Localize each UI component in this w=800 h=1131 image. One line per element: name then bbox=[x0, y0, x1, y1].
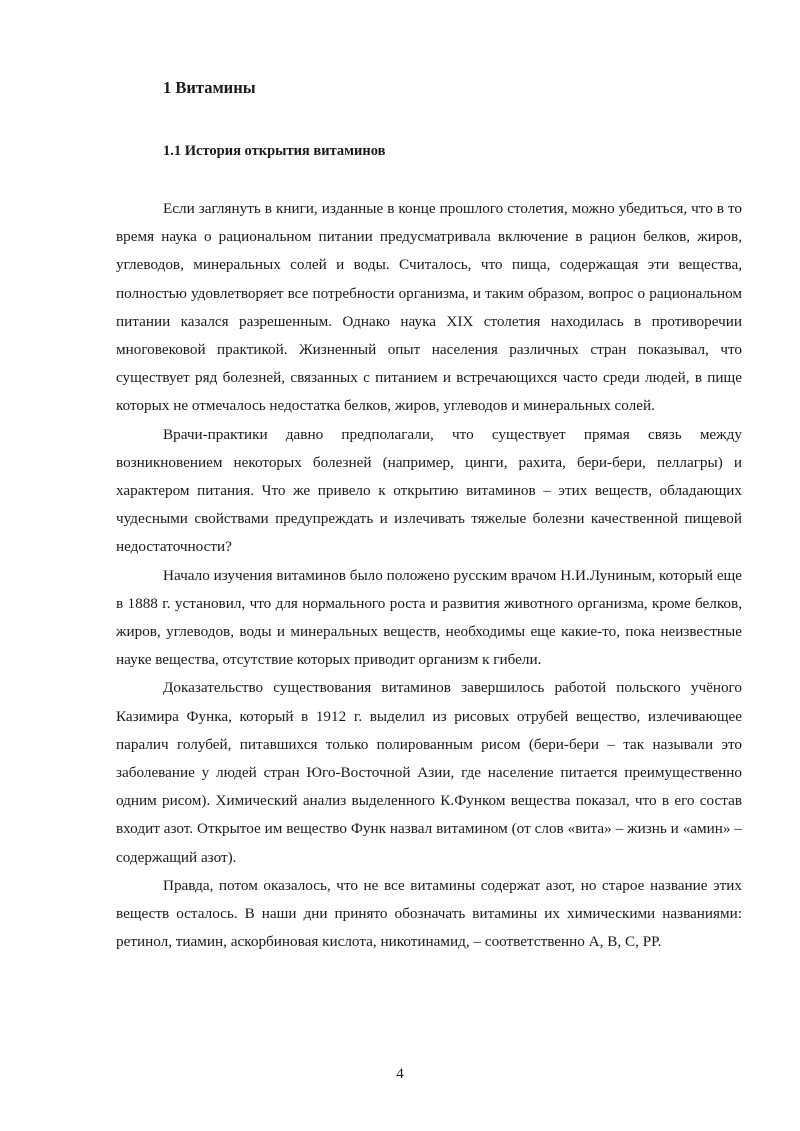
page-number: 4 bbox=[396, 1066, 404, 1082]
section-title: 1.1 История открытия витаминов bbox=[163, 143, 386, 159]
paragraph: Если заглянуть в книги, изданные в конце прошлого столетия, можно убедиться, что в то время наука о рациональном питании предусматривала включение в рацион белков, жиров, углеводов, минеральных солей и воды. Считалось, что пища, содержащая эти вещества, полностью удовлетворяет все потребности организма, и таким образом, вопрос о рациональном питании казался разрешенным. Однако наука XIX столетия находилась в противоречии многовековой практикой. Жизненный опыт населения различных стран показывал, что существует ряд болезней, связанных с питанием и встречающихся часто среди людей, в пище которых не отмечалось недостатка белков, жиров, углеводов и минеральных солей. bbox=[116, 200, 742, 415]
chapter-title: 1 Витамины bbox=[163, 78, 256, 97]
paragraph: Врачи-практики давно предполагали, что существует прямая связь между возникновением некоторых болезней (например, цинги, рахита, бери-бери, пеллагры) и характером питания. Что же привело к открытию витаминов – этих веществ, обладающих чудесными свойствами предупреждать и излечивать тяжелые болезни качественной пищевой недостаточности? bbox=[116, 425, 742, 556]
body-text bbox=[116, 195, 742, 956]
paragraph: Доказательство существования витаминов завершилось работой польского учёного Казимира Функа, который в 1912 г. выделил из рисовых отрубей вещество, излечивающее паралич голубей, питавшихся только полированным рисом (бери-бери – так называли это заболевание у людей стран Юго-Восточной Азии, где население питается преимущественно одним рисом). Химический анализ выделенного К.Функом вещества показал, что в его состав входит азот. Открытое им вещество Функ назвал витамином (от слов «вита» – жизнь и «амин» – содержащий азот). bbox=[116, 679, 742, 866]
paragraph: Правда, потом оказалось, что не все витамины содержат азот, но старое название этих веществ осталось. В наши дни принято обозначать витамины их химическими названиями: ретинол, тиамин, аскорбиновая кислота, никотинамид, – соответственно А, В, С, РР. bbox=[116, 876, 742, 951]
paragraph: Начало изучения витаминов было положено русским врачом Н.И.Луниным, который еще в 1888 г. установил, что для нормального роста и развития животного организма, кроме белков, жиров, углеводов, воды и минеральных веществ, необходимы еще какие-то, пока неизвестные науке вещества, отсутствие которых приводит организм к гибели. bbox=[116, 566, 742, 669]
